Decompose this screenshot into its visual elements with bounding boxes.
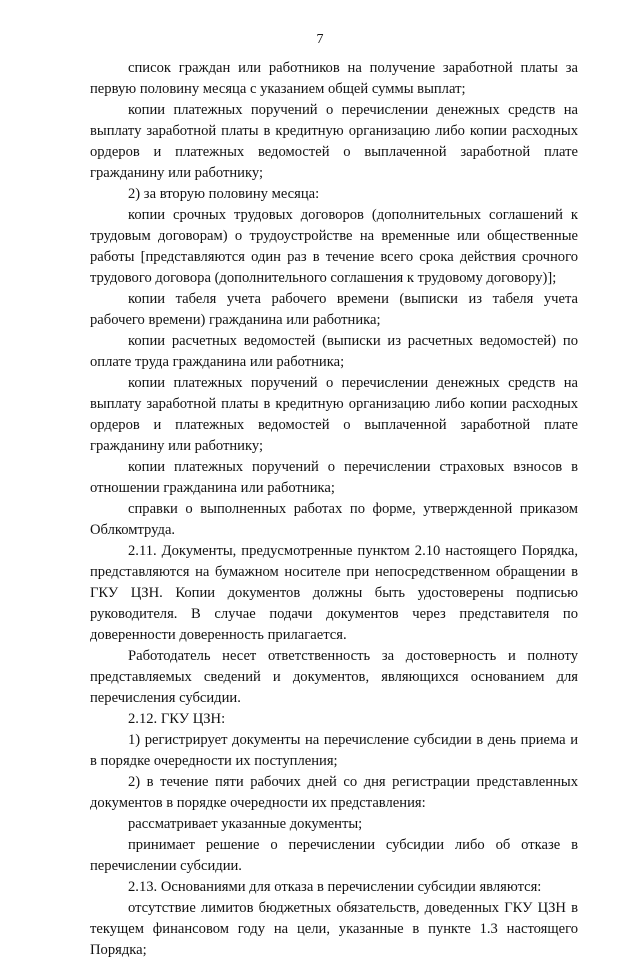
paragraph: копии платежных поручений о перечислении страховых взносов в отношении гражданина или работника; xyxy=(90,459,578,496)
paragraph: Работодатель несет ответственность за достоверность и полноту представляемых сведений и документов, являющихся основанием для перечисления субсидии. xyxy=(90,648,578,706)
paragraph: 2.13. Основаниями для отказа в перечислении субсидии являются: xyxy=(128,879,542,895)
paragraph: отсутствие лимитов бюджетных обязательств, доведенных ГКУ ЦЗН в текущем финансовом году на цели, указанные в пункте 1.3 настоящего Порядка; xyxy=(90,900,578,958)
paragraph: принимает решение о перечислении субсидии либо об отказе в перечислении субсидии. xyxy=(90,837,578,874)
paragraph: справки о выполненных работах по форме, утвержденной приказом Облкомтруда. xyxy=(90,501,578,538)
page-number: 7 xyxy=(316,32,324,47)
document-body xyxy=(90,58,578,961)
paragraph: копии табеля учета рабочего времени (выписки из табеля учета рабочего времени) гражданина или работника; xyxy=(90,291,578,328)
paragraph: 2.11. Документы, предусмотренные пунктом 2.10 настоящего Порядка, представляются на бумажном носителе при непосредственном обращении в ГКУ ЦЗН. Копии документов должны быть удостоверены подписью руководителя. В случае подачи документов через представителя по доверенности доверенность прилагается. xyxy=(90,543,578,643)
paragraph: копии платежных поручений о перечислении денежных средств на выплату заработной платы в кредитную организацию либо копии расходных ордеров и платежных ведомостей о выплаченной заработной плате гражданину или работнику; xyxy=(90,375,578,454)
paragraph: рассматривает указанные документы; xyxy=(128,816,363,832)
paragraph: 2) за вторую половину месяца: xyxy=(128,186,320,202)
paragraph: копии срочных трудовых договоров (дополнительных соглашений к трудовым договорам) о трудоустройстве на временные или общественные работы [представляются один раз в течение всего срока действия срочного трудового договора (дополнительного соглашения к трудовому договору)]; xyxy=(90,207,578,286)
paragraph: 2) в течение пяти рабочих дней со дня регистрации представленных документов в порядке очередности их представления: xyxy=(90,774,578,811)
paragraph: 2.12. ГКУ ЦЗН: xyxy=(128,711,226,727)
paragraph: копии расчетных ведомостей (выписки из расчетных ведомостей) по оплате труда гражданина или работника; xyxy=(90,333,578,370)
paragraph: копии платежных поручений о перечислении денежных средств на выплату заработной платы в кредитную организацию либо копии расходных ордеров и платежных ведомостей о выплаченной заработной плате гражданину или работнику; xyxy=(90,102,578,181)
paragraph: 1) регистрирует документы на перечисление субсидии в день приема и в порядке очередности их поступления; xyxy=(90,732,578,769)
paragraph: список граждан или работников на получение заработной платы за первую половину месяца с указанием общей суммы выплат; xyxy=(90,60,578,97)
